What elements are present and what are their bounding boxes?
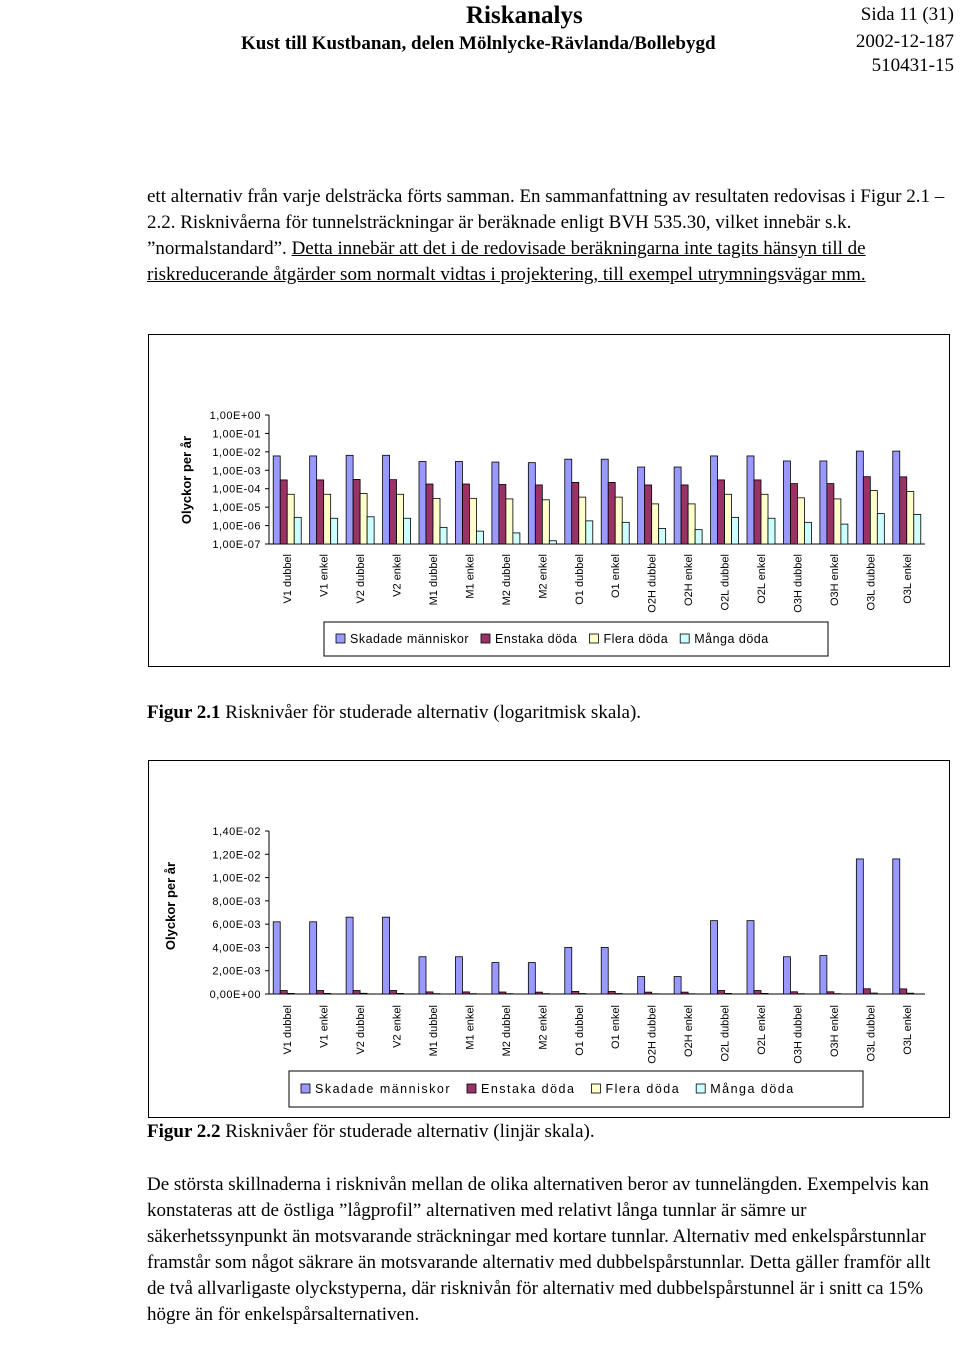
y-tick-label: 4,00E-03 [212,942,261,955]
y-tick-label: 1,00E+00 [209,410,261,422]
bar-enstaka-döda-o3l-enkel [900,989,907,994]
x-tick-label-o2h-enkel: O2H enkel [683,1005,696,1057]
bar-skadade-människor-o2h-dubbel [638,977,645,994]
bar-enstaka-döda-v1-dubbel [280,480,287,544]
x-tick-label-o1-enkel: O1 enkel [610,554,623,599]
y-tick-label: 1,20E-02 [212,849,261,862]
bar-skadade-människor-v1-dubbel [273,456,280,544]
bar-flera-döda-m1-dubbel [433,498,440,544]
legend-swatch-flera-döda [589,634,598,643]
x-tick-label-o1-dubbel: O1 dubbel [573,554,586,605]
bar-enstaka-döda-v2-enkel [390,480,397,544]
bar-skadade-människor-m1-dubbel [419,957,426,994]
bar-många-döda-o2h-enkel [695,530,702,544]
intro-paragraph [147,184,947,288]
bar-skadade-människor-m1-dubbel [419,461,426,544]
bar-flera-döda-o1-dubbel [579,497,586,544]
x-tick-label-m1-enkel: M1 enkel [464,554,477,599]
document-number: 510431-15 [871,55,954,76]
bar-skadade-människor-o3h-dubbel [783,957,790,994]
x-tick-label-o3h-dubbel: O3H dubbel [792,554,805,613]
bar-flera-döda-o1-enkel [615,497,622,544]
bar-många-döda-v1-dubbel [294,517,301,544]
bar-flera-döda-o2h-dubbel [652,504,659,544]
bar-flera-döda-v2-dubbel [360,493,367,544]
bar-flera-döda-v1-dubbel [287,494,294,544]
bar-skadade-människor-o2l-dubbel [711,921,718,994]
legend-label-skadade-människor: Skadade människor [350,632,469,646]
x-tick-label-m2-dubbel: M2 dubbel [500,1005,513,1057]
bar-skadade-människor-o2h-dubbel [638,467,645,544]
bar-enstaka-döda-m2-dubbel [499,484,506,544]
x-tick-label-o3h-dubbel: O3H dubbel [792,1005,805,1064]
x-tick-label-o2h-enkel: O2H enkel [683,554,696,606]
legend-swatch-skadade-människor [336,634,345,643]
bar-enstaka-döda-o1-enkel [608,482,615,544]
bar-skadade-människor-o1-enkel [601,459,608,544]
legend-swatch-många-döda [680,634,689,643]
bar-enstaka-döda-v2-dubbel [353,991,360,994]
bar-skadade-människor-m2-dubbel [492,963,499,994]
bar-skadade-människor-v2-enkel [383,455,390,544]
bar-flera-döda-v1-enkel [324,494,331,544]
bar-många-döda-o1-enkel [622,522,629,544]
figure1-caption-label: Figur 2.1 [147,702,221,723]
bar-flera-döda-o3h-enkel [834,499,841,544]
bar-enstaka-döda-o3h-dubbel [790,484,797,544]
x-tick-label-v2-dubbel: V2 dubbel [355,1005,368,1055]
y-tick-label: 6,00E-03 [212,919,261,932]
bar-flera-döda-o3h-dubbel [797,498,804,544]
chart-log-svg [149,335,949,666]
legend-label-många-döda: Många döda [710,1082,795,1096]
bar-många-döda-m1-dubbel [440,527,447,544]
bar-flera-döda-m1-enkel [469,498,476,544]
x-tick-label-v1-dubbel: V1 dubbel [282,1005,295,1055]
bar-många-döda-o2l-enkel [768,518,775,544]
bar-flera-döda-o2l-enkel [761,993,768,994]
x-tick-label-m2-enkel: M2 enkel [537,554,550,599]
bar-många-döda-o2l-dubbel [732,517,739,544]
bar-skadade-människor-m1-enkel [455,461,462,544]
legend-label-flera-döda: Flera döda [603,632,669,646]
bar-flera-döda-m2-dubbel [506,499,513,544]
x-tick-label-o2h-dubbel: O2H dubbel [646,1005,659,1064]
bar-skadade-människor-v2-dubbel [346,455,353,544]
y-tick-label: 1,00E-05 [212,502,261,515]
legend-label-enstaka-döda: Enstaka döda [494,632,578,646]
bar-flera-döda-o3l-enkel [907,993,914,994]
bar-flera-döda-v2-dubbel [360,993,367,994]
bar-enstaka-döda-o2h-enkel [681,485,688,544]
chart-linear-scale [148,760,950,1118]
figure1-caption [147,702,641,724]
bar-skadade-människor-v2-enkel [383,917,390,994]
x-tick-label-v2-enkel: V2 enkel [391,1005,404,1048]
bar-skadade-människor-m2-dubbel [492,462,499,544]
bar-skadade-människor-o3l-enkel [893,451,900,544]
bar-skadade-människor-v1-enkel [310,922,317,994]
bar-många-döda-o3h-enkel [841,524,848,544]
x-tick-label-o2h-dubbel: O2H dubbel [646,554,659,613]
x-tick-label-o2l-enkel: O2L enkel [756,1005,768,1055]
bar-skadade-människor-o2h-enkel [674,467,681,544]
bar-flera-döda-v2-enkel [397,494,404,544]
bar-enstaka-döda-o2h-dubbel [645,485,652,544]
bar-skadade-människor-o1-dubbel [565,947,572,994]
legend-label-många-döda: Många döda [694,632,769,646]
bar-skadade-människor-v1-enkel [310,456,317,544]
bar-enstaka-döda-m1-dubbel [426,484,433,544]
bar-enstaka-döda-o2l-enkel [754,480,761,544]
bar-skadade-människor-m2-enkel [528,463,535,544]
bar-många-döda-m2-dubbel [513,533,520,544]
bar-flera-döda-o2l-dubbel [725,494,732,544]
bar-enstaka-döda-o2h-enkel [681,992,688,994]
bar-flera-döda-o3l-dubbel [870,993,877,994]
bar-enstaka-döda-v1-dubbel [280,991,287,994]
bar-enstaka-döda-v1-enkel [317,480,324,544]
bar-många-döda-o2h-dubbel [659,528,666,544]
bar-många-döda-o3l-enkel [914,514,921,544]
bar-flera-döda-v1-dubbel [287,993,294,994]
chart-linear-svg [149,761,949,1117]
bar-enstaka-döda-o1-dubbel [572,991,579,994]
y-tick-label: 1,00E-02 [212,446,261,459]
y-tick-label: 1,00E-07 [212,539,261,551]
y-tick-label: 2,00E-03 [212,965,261,978]
x-tick-label-o2l-dubbel: O2L dubbel [719,554,732,611]
x-tick-label-m2-enkel: M2 enkel [537,1005,550,1050]
bar-enstaka-döda-o2l-enkel [754,991,761,994]
bar-enstaka-döda-v2-enkel [390,991,397,994]
page-number: Sida 11 (31) [860,4,954,25]
intro-part2: Detta innebär att det i de redovisade beräkningarna inte tagits hänsyn till de riskreducerande åtgärder som normalt vidtas i projektering, till exempel utrymningsvägar mm. [147,238,866,285]
figure1-caption-text: Risknivåer för studerade alternativ (logaritmisk skala). [220,702,642,723]
bar-många-döda-v1-enkel [331,518,338,544]
x-tick-label-o2l-enkel: O2L enkel [756,554,768,604]
legend-swatch-flera-döda [591,1084,600,1093]
y-tick-label: 1,40E-02 [212,826,261,838]
legend-swatch-enstaka-döda [481,634,490,643]
legend-swatch-enstaka-döda [467,1084,476,1093]
x-tick-label-m2-dubbel: M2 dubbel [500,554,513,606]
chart-log-scale [148,334,950,667]
document-title: Riskanalys [466,2,583,29]
y-tick-label: 1,00E-01 [212,428,261,441]
bar-enstaka-döda-v1-enkel [317,991,324,994]
bar-enstaka-döda-o3h-enkel [827,484,834,544]
bar-flera-döda-v1-enkel [324,993,331,994]
y-tick-label: 1,00E-06 [212,520,261,533]
bar-skadade-människor-o2h-enkel [674,977,681,994]
bar-enstaka-döda-o3h-enkel [827,992,834,994]
bar-enstaka-döda-o3h-dubbel [790,992,797,994]
y-tick-label: 1,00E-03 [212,465,261,478]
bar-skadade-människor-o3l-enkel [893,859,900,994]
bar-många-döda-o1-dubbel [586,521,593,544]
x-tick-label-v2-dubbel: V2 dubbel [355,554,368,604]
bar-enstaka-döda-o2l-dubbel [718,480,725,544]
bar-enstaka-döda-m1-enkel [462,484,469,544]
bar-många-döda-v2-enkel [404,518,411,544]
bar-många-döda-o3l-dubbel [877,514,884,544]
bar-många-döda-m2-enkel [549,541,556,544]
x-tick-label-v2-enkel: V2 enkel [391,554,404,597]
bar-många-döda-v2-dubbel [367,517,374,544]
x-tick-label-m1-dubbel: M1 dubbel [428,1005,440,1057]
bar-enstaka-döda-m1-enkel [462,992,469,994]
bar-skadade-människor-o3l-dubbel [856,859,863,994]
figure2-caption [147,1121,595,1143]
bar-flera-döda-o2h-enkel [688,504,695,544]
legend-swatch-många-döda [696,1084,705,1093]
bar-enstaka-döda-o1-dubbel [572,482,579,544]
bar-skadade-människor-v2-dubbel [346,917,353,994]
bar-flera-döda-o2l-dubbel [725,993,732,994]
bar-skadade-människor-m1-enkel [455,957,462,994]
bar-enstaka-döda-m2-enkel [535,992,542,994]
bar-skadade-människor-o3h-enkel [820,956,827,994]
bar-enstaka-döda-m1-dubbel [426,992,433,994]
bar-skadade-människor-o2l-dubbel [711,456,718,544]
x-tick-label-o3l-enkel: O3L enkel [901,1005,914,1055]
x-tick-label-o1-dubbel: O1 dubbel [573,1005,586,1056]
x-tick-label-o3l-enkel: O3L enkel [901,554,914,604]
legend-label-enstaka-döda: Enstaka döda [480,1082,576,1096]
x-tick-label-v1-enkel: V1 enkel [318,554,331,597]
legend-label-skadade-människor: Skadade människor [315,1082,451,1096]
intro-part1: ett alternativ från varje delsträcka förts samman. En sammanfattning av resultaten redovisas i Figur 2.1 –2.2. Risknivåerna för tunnelsträckningar är beräknade enligt BVH 535.30, vilket innebär s.k. ”normalstandard”. [147,186,945,259]
x-tick-label-o2l-dubbel: O2L dubbel [719,1005,732,1062]
bar-enstaka-döda-o3l-dubbel [863,989,870,994]
bar-skadade-människor-o1-enkel [601,947,608,994]
x-tick-label-m1-dubbel: M1 dubbel [428,554,440,606]
bar-enstaka-döda-m2-enkel [535,485,542,544]
bar-skadade-människor-o3h-dubbel [783,461,790,544]
y-tick-label: 8,00E-03 [212,895,261,908]
bar-skadade-människor-o2l-enkel [747,456,754,544]
bar-enstaka-döda-o3l-enkel [900,477,907,544]
x-tick-label-o3l-dubbel: O3L dubbel [865,554,878,611]
bar-skadade-människor-o1-dubbel [565,459,572,544]
bar-skadade-människor-o2l-enkel [747,921,754,994]
y-tick-label: 1,00E-04 [212,483,261,496]
x-tick-label-o3h-enkel: O3H enkel [828,554,841,606]
figure2-caption-label: Figur 2.2 [147,1121,221,1142]
x-tick-label-o3l-dubbel: O3L dubbel [865,1005,878,1062]
bar-många-döda-o3h-dubbel [804,522,811,544]
bar-flera-döda-o3l-dubbel [870,491,877,544]
bar-enstaka-döda-o2l-dubbel [718,991,725,994]
bar-enstaka-döda-o2h-dubbel [645,992,652,994]
bar-enstaka-döda-m2-dubbel [499,992,506,994]
bar-flera-döda-m2-enkel [542,500,549,544]
bar-flera-döda-o2l-enkel [761,494,768,544]
bar-enstaka-döda-v2-dubbel [353,479,360,544]
x-tick-label-v1-enkel: V1 enkel [318,1005,331,1048]
x-tick-label-v1-dubbel: V1 dubbel [282,554,295,604]
legend-label-flera-döda: Flera döda [605,1082,681,1096]
document-subtitle: Kust till Kustbanan, delen Mölnlycke-Rävlanda/Bollebygd [241,33,716,54]
bar-enstaka-döda-o3l-dubbel [863,477,870,544]
bar-många-döda-m1-enkel [476,531,483,544]
y-axis-label: Olyckor per år [179,435,194,525]
bar-skadade-människor-m2-enkel [528,963,535,994]
bar-skadade-människor-o3l-dubbel [856,451,863,544]
x-tick-label-o3h-enkel: O3H enkel [828,1005,841,1057]
y-axis-label: Olyckor per år [163,861,178,951]
document-date: 2002-12-187 [855,31,954,52]
bar-flera-döda-o3l-enkel [907,492,914,544]
figure2-caption-text: Risknivåer för studerade alternativ (linjär skala). [220,1121,595,1142]
legend-swatch-skadade-människor [301,1084,310,1093]
conclusion-paragraph: De största skillnaderna i risknivån mellan de olika alternativen beror av tunnelängden. Exempelvis kan konstateras att de östliga ”lågprofil” alternativen med relativt långa tunnlar är sämre ur säkerhetssynpunkt än motsvarande sträckningar med kortare tunnlar. Alternativ med enkelspårstunnlar framstår som något säkrare än motsvarande alternativ med dubbelspårstunnlar. Detta gäller framför allt de två allvarligaste olyckstyperna, där risknivån för alternativ med dubbelspårstunnel är i snitt ca 15% högre än för enkelspårsalternativen. [147,1174,931,1325]
bar-skadade-människor-v1-dubbel [273,922,280,994]
y-tick-label: 0,00E+00 [209,989,261,1001]
bar-flera-döda-v2-enkel [397,993,404,994]
y-tick-label: 1,00E-02 [212,872,261,885]
bar-enstaka-döda-o1-enkel [608,991,615,994]
x-tick-label-m1-enkel: M1 enkel [464,1005,477,1050]
bar-skadade-människor-o3h-enkel [820,461,827,544]
x-tick-label-o1-enkel: O1 enkel [610,1005,623,1050]
